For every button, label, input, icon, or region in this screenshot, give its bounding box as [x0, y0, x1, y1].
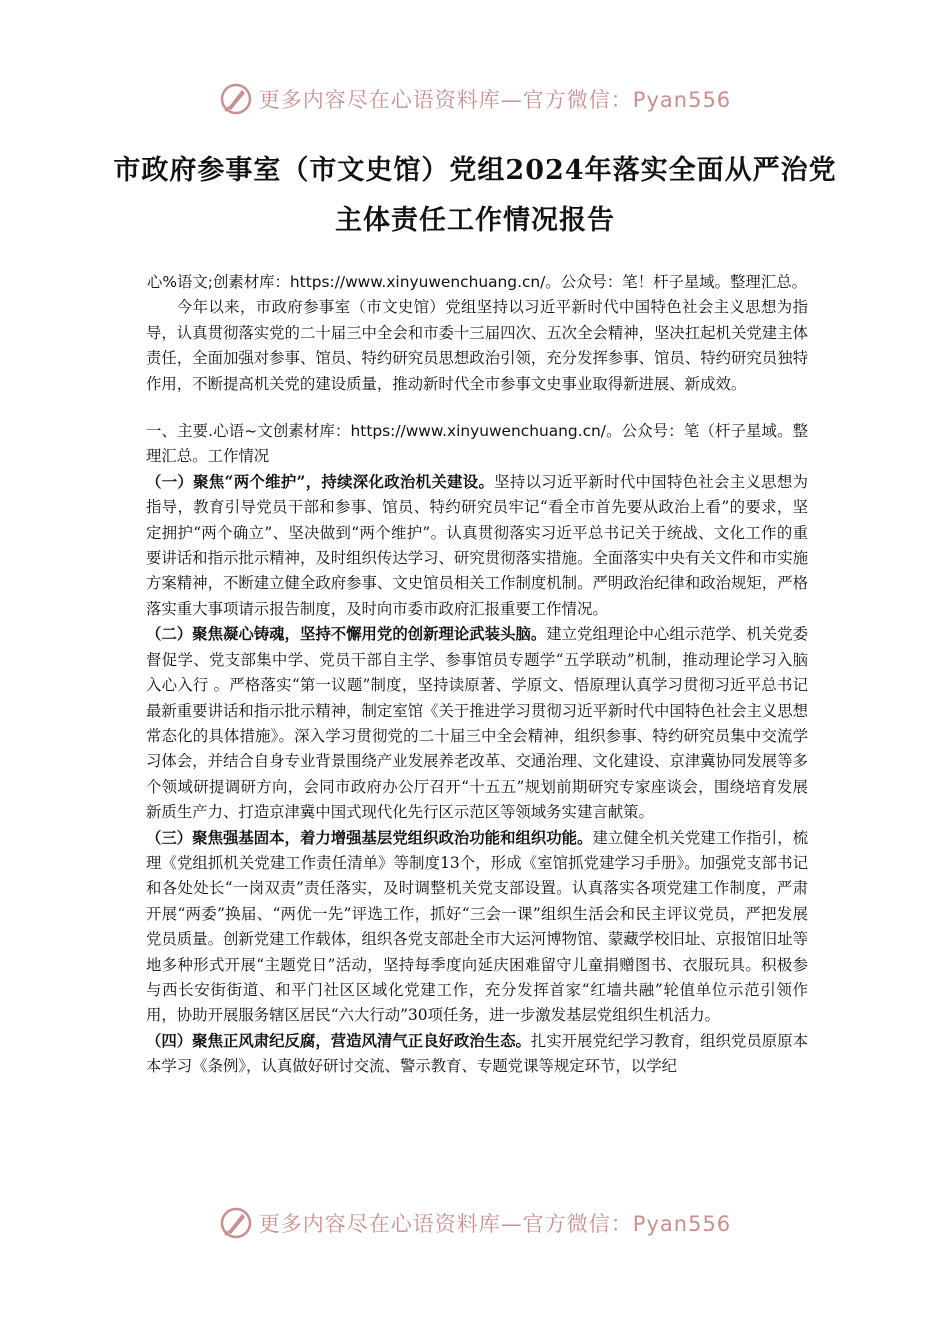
quill-logo-icon — [219, 1206, 253, 1240]
document-title: 市政府参事室（市文史馆）党组2024年落实全面从严治党主体责任工作情况报告 — [113, 155, 837, 236]
subsection-lead: （四）聚焦正风肃纪反腐，营造风清气正良好政治生态。 — [146, 1031, 531, 1050]
quill-logo-icon — [219, 82, 253, 116]
subsection-text: 扎实开展党纪学习教育，组织党员原原本本学习《条例》，认真做好研讨交流、警示教育、专题党课等规定环节，以学纪 — [146, 1031, 808, 1076]
subsection-paragraph — [146, 470, 808, 622]
subsection-text: 坚持以习近平新时代中国特色社会主义思想为指导，教育引导党员干部和参事、馆员、特约研究员牢记“看全市首先要从政治上看”的要求，坚定拥护“两个确立”、坚决做到“两个维护”。认真贯彻落实习近平总书记关于统战、文化工作的重要讲话和指示批示精神，及时组织传达学习、研究贯彻落实措施。全面落实中央有关文件和市实施方案精神，不断建立健全政府参事、文史馆员相关工作制度机制。严明政治纪律和政治规矩，严格落实重大事项请示报告制度，及时向市委市政府汇报重要工作情况。 — [146, 472, 808, 618]
watermark-banner-bottom — [0, 1206, 950, 1240]
subsection-paragraph — [146, 622, 808, 825]
watermark-text: 更多内容尽在心语资料库—官方微信：Pyan556 — [258, 1212, 732, 1236]
watermark-text: 更多内容尽在心语资料库—官方微信：Pyan556 — [258, 88, 732, 112]
section-heading: 一、主要.心语~文创素材库：https://www.xinyuwenchuang.cn/。公众号：笔（杆子星域。整理汇总。工作情况 — [146, 422, 808, 466]
subsection-lead: （二）聚焦凝心铸魂，坚持不懈用党的创新理论武装头脑。 — [146, 625, 547, 644]
subsection-paragraph — [146, 826, 808, 1029]
source-note: 心%语文;创素材库：https://www.xinyuwenchuang.cn/。公众号：笔！杆子星域。整理汇总。 — [146, 273, 807, 291]
subsection-paragraph — [146, 1029, 808, 1080]
subsection-lead: （三）聚焦强基固本，着力增强基层党组织政治功能和组织功能。 — [146, 828, 593, 847]
document-body — [146, 270, 808, 1080]
subsection-text: 建立党组理论中心组示范学、机关党委督促学、党支部集中学、党员干部自主学、参事馆员专题学“五学联动”机制，推动理论学习入脑入心入行 。严格落实“第一议题”制度，坚持读原著、学原文、悟原理认真学习贯彻习近平总书记最新重要讲话和指示批示精神，制定室馆《关于推进学习贯彻习近平新时代中国特色社会主义思想常态化的具体措施》。深入学习贯彻党的二十届三中全会精神，组织参事、特约研究员集中交流学习体会，并结合自身专业背景围绕产业发展养老改革、交通治理、文化建设、京津冀协同发展等多个领域研提调研方向，会同市政府办公厅召开“十五五”规划前期研究专家座谈会，围绕培育发展新质生产力、打造京津冀中国式现代化先行区示范区等领域务实建言献策。 — [146, 625, 808, 822]
watermark-banner-top — [0, 82, 950, 116]
intro-paragraph: 今年以来，市政府参事室（市文史馆）党组坚持以习近平新时代中国特色社会主义思想为指导，认真贯彻落实党的二十届三中全会和市委十三届四次、五次全会精神，坚决扛起机关党建主体责任，全面加强对参事、馆员、特约研究员思想政治引领，充分发挥参事、馆员、特约研究员独特作用，不断提高机关党的建设质量，推动新时代全市参事文史事业取得新进展、新成效。 — [146, 298, 808, 393]
subsection-text: 建立健全机关党建工作指引，梳理《党组抓机关党建工作责任清单》等制度13个，形成《室馆抓党建学习手册》。加强党支部书记和各处处长“一岗双责”责任落实，及时调整机关党支部设置。认真落实各项党建工作制度，严肃开展“两委”换届、“两优一先”评选工作，抓好“三会一课”组织生活会和民主评议党员，严把发展党员质量。创新党建工作载体，组织各党支部赴全市大运河博物馆、蒙藏学校旧址、京报馆旧址等地多种形式开展“主题党日”活动，坚持每季度向延庆困难留守儿童捐赠图书、衣服玩具。积极参与西长安街街道、和平门社区区域化党建工作，充分发挥首家“红墙共融”轮值单位示范引领作用，协助开展服务辖区居民“六大行动”30项任务，进一步激发基层党组织生机活力。 — [146, 828, 808, 1025]
subsection-lead: （一）聚焦“两个维护”，持续深化政治机关建设。 — [146, 472, 495, 491]
